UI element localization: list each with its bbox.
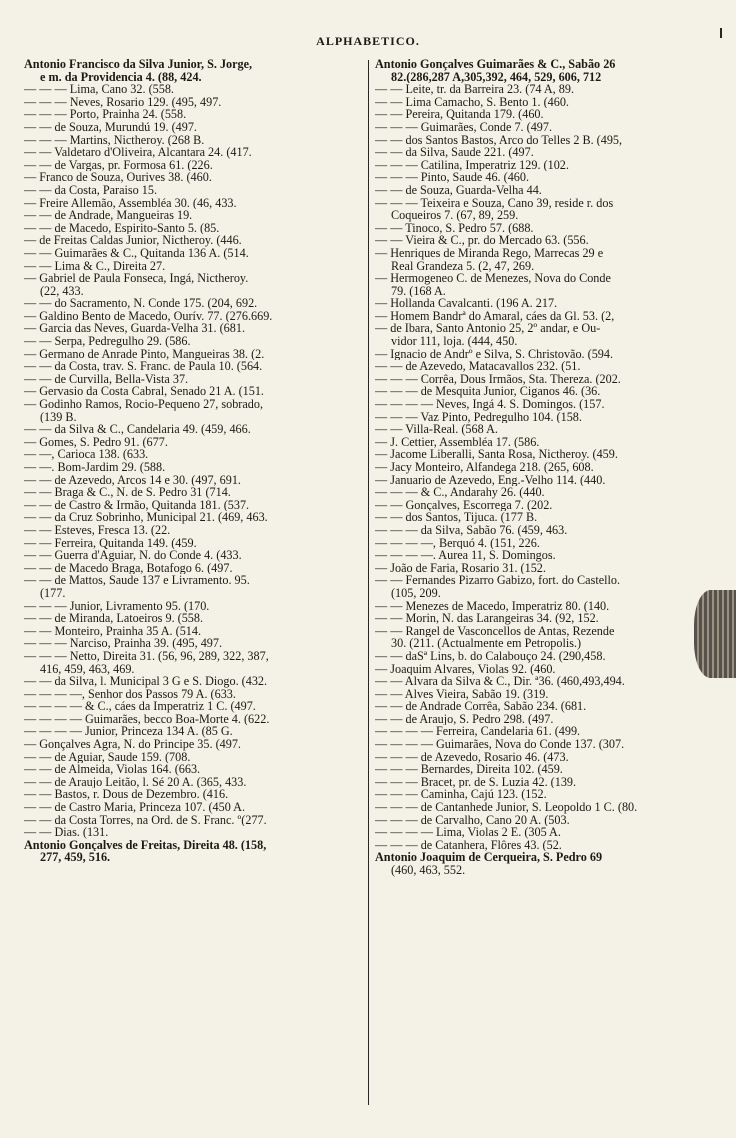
directory-entry: Real Grandeza 5. (2, 47, 269. [391, 259, 535, 273]
directory-entry: — — de Andrade Corrêa, Sabão 234. (681. [375, 700, 587, 713]
directory-entry: — — — Vaz Pinto, Pedregulho 104. (158. [375, 410, 582, 424]
directory-entry: — — de Miranda, Latoeiros 9. (558. [24, 612, 204, 625]
directory-entry: — — de Azevedo, Arcos 14 e 30. (497, 691. [24, 473, 241, 487]
directory-entry: Antonio Joaquim de Cerqueira, S. Pedro 69 [375, 851, 603, 864]
margin-mark [720, 28, 722, 38]
directory-entry: — — — Catilina, Imperatriz 129. (102. [375, 158, 569, 172]
left-column [24, 58, 370, 864]
directory-entry: — —. Bom-Jardim 29. (588. [24, 461, 166, 474]
directory-entry: — — — — Guimarães, Nova do Conde 137. (307. [375, 738, 625, 751]
directory-entry: — — Alves Vieira, Sabão 19. (319. [375, 687, 549, 701]
directory-entry: — — da Silva, l. Municipal 3 G e S. Diogo. (432. [24, 675, 268, 688]
directory-entry: (460, 463, 552. [391, 864, 466, 877]
directory-entry: — — — Caminha, Cajú 123. (152. [375, 788, 547, 802]
directory-entry: (177. [40, 586, 66, 600]
column-divider [368, 60, 369, 1105]
directory-entry: — — Fernandes Pizarro Gabizo, fort. do Castello. [375, 574, 621, 587]
directory-entry: — — de Castro Maria, Princeza 107. (450 A. [24, 801, 246, 814]
directory-entry: — Gonçalves Agra, N. do Principe 35. (497. [24, 738, 241, 751]
directory-entry: — Franco de Souza, Ourives 38. (460. [24, 171, 212, 184]
directory-entry: Coqueiros 7. (67, 89, 259. [391, 209, 519, 222]
directory-entry: — — — Guimarães, Conde 7. (497. [375, 120, 553, 134]
directory-entry: 416, 459, 463, 469. [40, 662, 135, 676]
directory-entry: — — Alvara da Silva & C., Dir. ª36. (460,493,494. [375, 675, 625, 688]
directory-entry: — — de Aguiar, Saude 159. (708. [24, 750, 191, 764]
directory-entry: — Garcia das Neves, Guarda-Velha 31. (681. [24, 322, 245, 336]
directory-entry: — — Serpa, Pedregulho 29. (586. [24, 335, 191, 348]
directory-entry: — — Morin, N. das Larangeiras 34. (92, 152. [375, 612, 599, 625]
directory-entry: — — de Macedo Braga, Botafogo 6. (497. [24, 561, 233, 575]
page-title: ALPHABETICO. [316, 34, 420, 48]
directory-entry: — — de Macedo, Espirito-Santo 5. (85. [24, 221, 220, 235]
directory-entry: — — — Bernardes, Direita 102. (459. [375, 763, 563, 776]
directory-entry: — — da Silva & C., Candelaria 49. (459, 466. [24, 423, 251, 436]
directory-entry: — Ignacio de Andrº e Silva, S. Christovão. (594. [375, 347, 614, 361]
directory-entry: — — — Bracet, pr. de S. Luzia 42. (139. [375, 775, 577, 789]
directory-entry: — Gabriel de Paula Fonseca, Ingá, Nictheroy. [24, 272, 249, 285]
directory-entry: — — Rangel de Vasconcellos de Antas, Rezende [375, 624, 615, 638]
directory-entry: 277, 459, 516. [40, 851, 111, 864]
directory-entry: — — de Mattos, Saude 137 e Livramento. 95. [24, 574, 250, 587]
directory-entry: 30. (211. (Actualmente em Petropolis.) [391, 637, 582, 650]
directory-entry: — — de Azevedo, Matacavallos 232. (51. [375, 360, 581, 373]
directory-entry: — — de Andrade, Mangueiras 19. [24, 209, 193, 222]
directory-entry: e m. da Providencia 4. (88, 424. [40, 70, 202, 84]
right-column [375, 58, 720, 877]
directory-entry: — Joaquim Alvares, Violas 92. (460. [375, 662, 556, 676]
directory-entry: — Gervasio da Costa Cabral, Senado 21 A. (151. [24, 385, 264, 399]
directory-entry: — — dos Santos, Tijuca. (177 B. [375, 511, 538, 524]
directory-entry: — — — —. Aurea 11, S. Domingos. [375, 549, 556, 562]
directory-entry: — — — de Azevedo, Rosario 46. (473. [375, 750, 569, 764]
directory-entry: (139 B. [40, 410, 77, 424]
directory-entry: — — de Castro & Irmão, Quitanda 181. (537. [24, 498, 250, 512]
directory-entry: — Galdino Bento de Macedo, Ourív. 77. (276.669. [24, 309, 273, 323]
directory-entry: — — da Costa, trav. S. Franc. de Paula 10. (564. [24, 360, 263, 373]
directory-entry: — — — — Neves, Ingá 4. S. Domingos. (157. [375, 398, 605, 411]
directory-entry: — J. Cettier, Assembléa 17. (586. [375, 435, 540, 449]
directory-entry: — Hermogeneo C. de Menezes, Nova do Conde [375, 272, 611, 285]
directory-entry: — — de Almeida, Violas 164. (663. [24, 763, 201, 776]
directory-entry: — Henriques de Miranda Rego, Marrecas 29 e [375, 246, 604, 260]
directory-entry: — — de Vargas, pr. Formosa 61. (226. [24, 158, 213, 172]
directory-entry: — — — da Silva, Sabão 76. (459, 463. [375, 523, 568, 537]
directory-entry: — — — — & C., cáes da Imperatriz 1 C. (497. [24, 700, 256, 713]
directory-entry: 82.(286,287 A,305,392, 464, 529, 606, 712 [391, 70, 602, 84]
directory-entry: — — — de Carvalho, Cano 20 A. (503. [375, 813, 570, 827]
directory-entry: — — — de Catanhera, Flôres 43. (52. [375, 838, 562, 852]
directory-entry: — — Ferreira, Quitanda 149. (459. [24, 536, 197, 550]
directory-entry: — Hollanda Cavalcanti. (196 A. 217. [375, 297, 558, 310]
directory-entry: — — — & C., Andarahy 26. (440. [375, 486, 545, 499]
directory-entry: — — dos Santos Bastos, Arco do Telles 2 B. (495, [375, 133, 623, 147]
directory-entry: — — de Souza, Guarda-Velha 44. [375, 183, 542, 197]
directory-entry: — Jacome Liberalli, Santa Rosa, Nictheroy. (459. [375, 448, 618, 461]
directory-entry: — Jacy Monteiro, Alfandega 218. (265, 608. [375, 461, 594, 474]
directory-entry: — — — de Cantanhede Junior, S. Leopoldo 1 C. (80. [375, 801, 638, 814]
directory-entry: — Freire Allemão, Assembléa 30. (46, 433. [24, 196, 237, 210]
directory-entry: — de Freitas Caldas Junior, Nictheroy. (446. [24, 234, 242, 247]
directory-entry: — — Bastos, r. Dous de Dezembro. (416. [24, 788, 229, 802]
directory-entry: — — — Corrêa, Dous Irmãos, Sta. Thereza. (202. [375, 372, 621, 386]
directory-entry: — — Gonçalves, Escorrega 7. (202. [375, 498, 553, 512]
directory-entry: Antonio Gonçalves de Freitas, Direita 48. (158, [24, 838, 267, 852]
directory-entry: — — Leite, tr. da Barreira 23. (74 A, 89. [375, 83, 575, 96]
directory-entry: — — de Curvilla, Bella-Vista 37. [24, 372, 189, 386]
directory-entry: — — Guerra d'Aguiar, N. do Conde 4. (433. [24, 549, 242, 562]
directory-entry: — — de Araujo Leitão, l. Sé 20 A. (365, 433. [24, 775, 247, 789]
directory-entry: — Gomes, S. Pedro 91. (677. [24, 435, 168, 449]
directory-entry: — — — — Junior, Princeza 134 A. (85 G. [24, 725, 233, 739]
directory-entry: — — — —, Berquó 4. (151, 226. [375, 536, 540, 550]
book-binding-edge [694, 590, 736, 678]
directory-entry: — — — — Ferreira, Candelaria 61. (499. [375, 725, 581, 739]
directory-entry: — — Dias. (131. [24, 826, 109, 839]
directory-entry: (105, 209. [391, 586, 441, 600]
directory-entry: — — Guimarães & C., Quitanda 136 A. (514. [24, 246, 249, 260]
directory-entry: — de Ibara, Santo Antonio 25, 2º andar, e Ou- [375, 322, 601, 336]
directory-entry: — João de Faria, Rosario 31. (152. [375, 561, 546, 575]
directory-entry: — — Valdetaro d'Oliveira, Alcantara 24. (417. [24, 146, 252, 159]
directory-entry: — — de Araujo, S. Pedro 298. (497. [375, 712, 554, 726]
directory-entry: — — Menezes de Macedo, Imperatriz 80. (140. [375, 599, 610, 613]
directory-entry: — — — — Guimarães, becco Boa-Morte 4. (622. [24, 712, 270, 726]
directory-entry: — — da Silva, Saude 221. (497. [375, 146, 534, 159]
directory-entry: — Januario de Azevedo, Eng.-Velho 114. (440. [375, 473, 606, 487]
directory-entry: — — Monteiro, Prainha 35 A. (514. [24, 624, 202, 638]
directory-entry: — — — Pinto, Saude 46. (460. [375, 171, 530, 184]
directory-entry: — — — Porto, Prainha 24. (558. [24, 108, 187, 121]
directory-entry: — — Vieira & C., pr. do Mercado 63. (556. [375, 234, 589, 247]
directory-entry: — — da Costa Torres, na Ord. de S. Franc. º(277. [24, 813, 267, 827]
directory-entry: vidor 111, loja. (444, 450. [391, 335, 518, 348]
directory-entry: Antonio Francisco da Silva Junior, S. Jorge, [24, 58, 253, 71]
directory-entry: — — — Narciso, Prainha 39. (495, 497. [24, 637, 223, 650]
directory-entry: — — — Lima, Cano 32. (558. [24, 83, 174, 96]
directory-entry: — — Lima & C., Direita 27. [24, 259, 166, 273]
directory-entry: — Godinho Ramos, Rocio-Pequeno 27, sobrado, [24, 398, 263, 411]
directory-entry: — — — Netto, Direita 31. (56, 96, 289, 322, 387, [24, 649, 269, 663]
directory-entry: — — — Neves, Rosario 129. (495, 497. [24, 95, 222, 109]
directory-entry: — — Villa-Real. (568 A. [375, 423, 498, 436]
directory-entry: — — Braga & C., N. de S. Pedro 31 (714. [24, 486, 231, 499]
directory-entry: — — — Martins, Nictheroy. (268 B. [24, 133, 205, 147]
directory-entry: — —, Carioca 138. (633. [24, 448, 149, 461]
directory-entry: — — — Teixeira e Souza, Cano 39, reside r. dos [375, 196, 614, 210]
directory-entry: — — da Cruz Sobrinho, Municipal 21. (469, 463. [24, 511, 268, 524]
directory-entry: — Germano de Anrade Pinto, Mangueiras 38. (2. [24, 347, 265, 361]
directory-entry: — — Pereira, Quitanda 179. (460. [375, 108, 544, 121]
directory-entry: — — — — Lima, Violas 2 E. (305 A. [375, 826, 561, 839]
directory-entry: — — da Costa, Paraiso 15. [24, 183, 158, 197]
directory-entry: — Homem Bandrª do Amaral, cáes da Gl. 53. (2, [375, 309, 615, 323]
directory-entry: — — Esteves, Fresca 13. (22. [24, 523, 171, 537]
directory-entry: Antonio Gonçalves Guimarães & C., Sabão 26 [375, 58, 616, 71]
directory-entry: — — do Sacramento, N. Conde 175. (204, 692. [24, 297, 258, 310]
directory-entry: — — de Souza, Murundú 19. (497. [24, 120, 197, 134]
directory-entry: — — Tinoco, S. Pedro 57. (688. [375, 221, 534, 235]
directory-entry: — — — —, Senhor dos Passos 79 A. (633. [24, 687, 236, 701]
directory-entry: — — Lima Camacho, S. Bento 1. (460. [375, 95, 569, 109]
directory-entry: — — daSª Lins, b. do Calabouço 24. (290,458. [375, 649, 606, 663]
directory-entry: — — — Junior, Livramento 95. (170. [24, 599, 210, 613]
directory-entry: (22, 433. [40, 284, 84, 298]
directory-entry: — — — de Mesquita Junior, Ciganos 46. (36. [375, 385, 601, 399]
directory-entry: 79. (168 A. [391, 284, 446, 298]
